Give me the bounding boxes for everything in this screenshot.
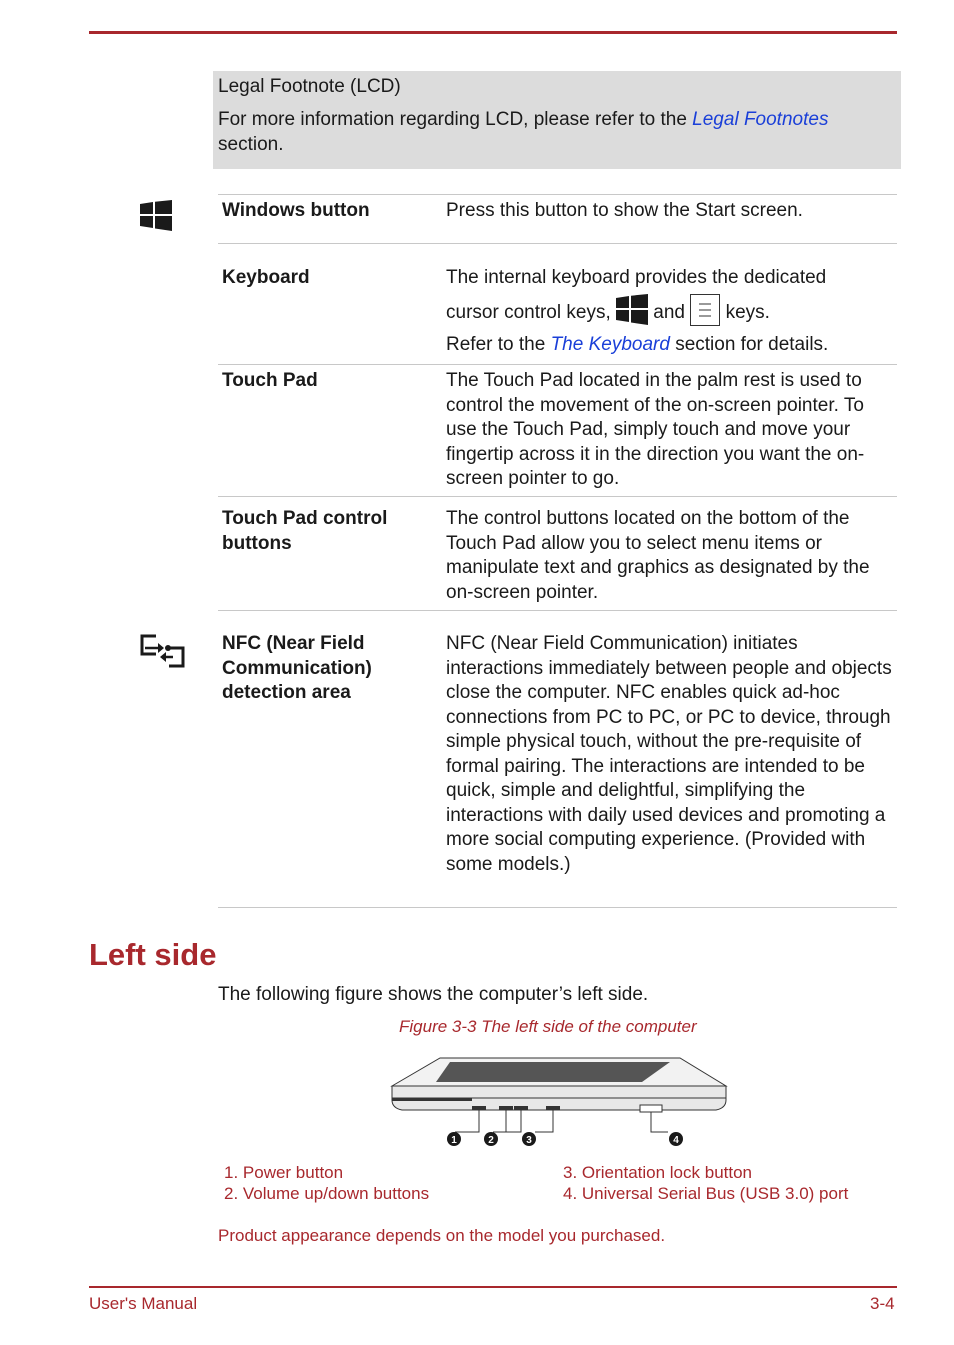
row-term: NFC (Near Field Communication) detection area xyxy=(222,633,372,703)
note-text-end: section. xyxy=(218,134,284,155)
keyboard-refer xyxy=(446,333,896,358)
figure-caption: Figure 3-3 The left side of the computer xyxy=(399,1017,697,1036)
table-row xyxy=(218,243,897,365)
callout-4: 4 xyxy=(673,1135,679,1146)
row-desc: The control buttons located on the bottom of the Touch Pad allow you to select menu items or manipulate text and graphics as designated by the on-screen pointer. xyxy=(446,508,870,603)
footer-rule xyxy=(89,1286,897,1288)
legend-item: 1. Power button xyxy=(224,1163,344,1182)
callout-2: 2 xyxy=(488,1135,494,1146)
callout-1: 1 xyxy=(451,1135,457,1146)
row-term: Keyboard xyxy=(222,267,310,288)
row-desc xyxy=(446,266,896,357)
table-row xyxy=(218,364,897,497)
header-rule xyxy=(89,31,897,34)
table-row xyxy=(218,194,897,244)
row-term: Windows button xyxy=(222,200,370,221)
section-heading: Left side xyxy=(89,937,217,972)
keyboard-desc-line: The internal keyboard provides the dedicated xyxy=(446,267,827,288)
legal-footnote-box xyxy=(213,71,901,169)
note-body xyxy=(218,107,888,157)
table-row xyxy=(218,496,897,611)
keyboard-desc-and: and xyxy=(653,301,685,323)
windows-key-icon xyxy=(616,294,648,326)
row-desc: The Touch Pad located in the palm rest is used to control the movement of the on-screen pointer. To use the Touch Pad, simply touch and move your fingertip across it in the direction you want the on-screen pointer to go. xyxy=(446,370,865,489)
legend-item: 2. Volume up/down buttons xyxy=(224,1184,430,1203)
keyboard-desc-text-end: keys. xyxy=(725,301,770,323)
row-desc: NFC (Near Field Communication) initiates interactions immediately between people and objects close the computer. NFC enables quick ad-hoc connections from PC to PC, or PC to device, through simple physical touch, without the pre-requisite of formal pairing. The interactions are intended to be quick, simple and delightful, simplifying the interactions with daily used devices and promoting a more social computing experience. (Provided with some models.) xyxy=(446,633,892,875)
footer-manual-title: User's Manual xyxy=(89,1294,198,1313)
section-intro: The following figure shows the computer’s left side. xyxy=(218,984,649,1005)
nfc-icon xyxy=(139,634,187,670)
row-term: Touch Pad control buttons xyxy=(222,508,388,554)
note-title: Legal Footnote (LCD) xyxy=(218,76,401,97)
laptop-left-side-figure xyxy=(380,1050,740,1150)
legal-footnotes-link[interactable]: Legal Footnotes xyxy=(692,109,829,130)
refer-text-end: section for details. xyxy=(669,333,829,355)
legend-item: 3. Orientation lock button xyxy=(563,1163,753,1182)
appearance-note: Product appearance depends on the model you purchased. xyxy=(218,1226,666,1245)
footer-page-number: 3-4 xyxy=(870,1294,895,1313)
row-term: Touch Pad xyxy=(222,370,318,391)
keyboard-desc-keys xyxy=(446,297,896,329)
row-desc: Press this button to show the Start screen. xyxy=(446,200,803,221)
refer-text: Refer to the xyxy=(446,333,551,355)
note-text: For more information regarding LCD, please refer to the xyxy=(218,109,693,130)
table-row xyxy=(218,610,897,908)
menu-key-icon xyxy=(690,294,720,326)
callout-3: 3 xyxy=(526,1135,532,1146)
the-keyboard-link[interactable]: The Keyboard xyxy=(550,333,670,355)
windows-logo-icon xyxy=(140,200,172,232)
keyboard-desc-text: cursor control keys, xyxy=(446,301,611,323)
legend-item: 4. Universal Serial Bus (USB 3.0) port xyxy=(563,1184,849,1203)
